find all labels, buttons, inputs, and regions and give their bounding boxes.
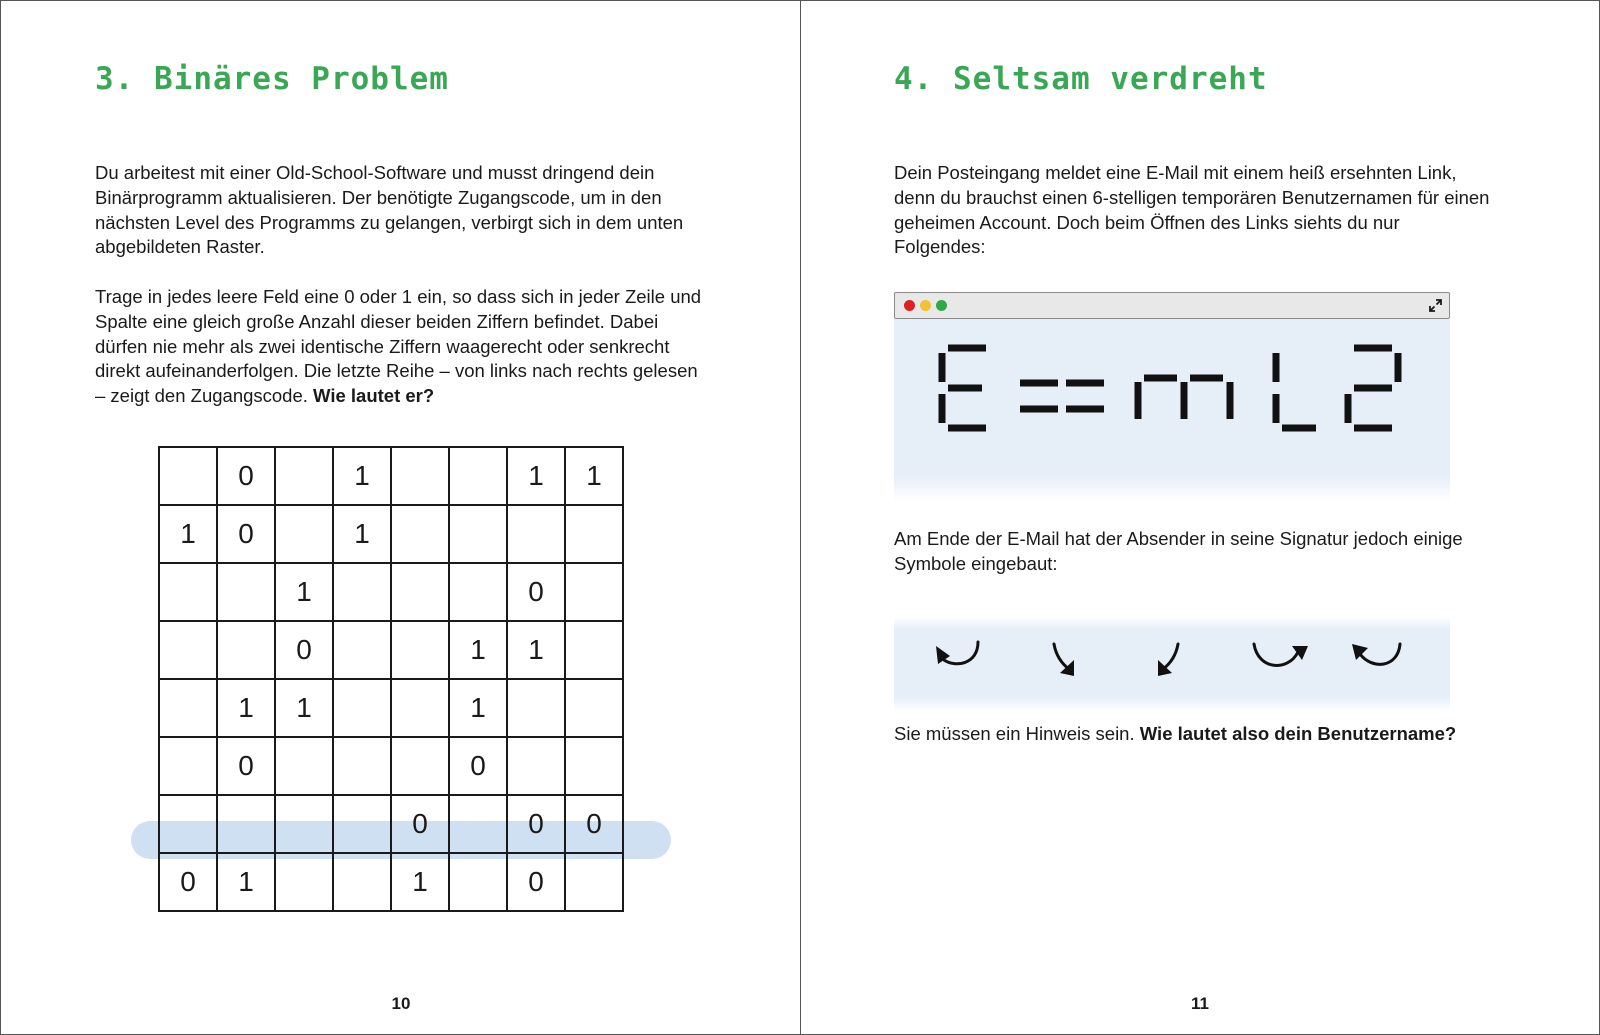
grid-cell: 1 bbox=[275, 679, 333, 737]
page-number-left: 10 bbox=[391, 994, 411, 1013]
closing-text: Sie müssen ein Hinweis sein. bbox=[894, 723, 1135, 744]
grid-cell[interactable] bbox=[333, 621, 391, 679]
grid-cell: 0 bbox=[507, 563, 565, 621]
minimize-dot-icon[interactable] bbox=[920, 300, 931, 311]
grid-cell[interactable] bbox=[159, 737, 217, 795]
segment-char-E bbox=[942, 348, 986, 428]
grid-cell: 0 bbox=[217, 737, 275, 795]
arrow-curve-down-left-icon bbox=[936, 642, 978, 664]
grid-cell[interactable] bbox=[507, 505, 565, 563]
arrow-down-left-icon bbox=[1158, 644, 1178, 676]
grid-row bbox=[159, 795, 623, 853]
grid-cell[interactable] bbox=[217, 795, 275, 853]
grid-cell[interactable] bbox=[507, 737, 565, 795]
segment-char-m bbox=[1138, 378, 1230, 419]
puzzle-3-question: Wie lautet er? bbox=[313, 385, 435, 407]
puzzle-3-intro: Du arbeitest mit einer Old-School-Software und musst dringend dein Binärprogramm aktualisieren. Der benötigte Zugangscode, um in den nächsten Level des Programms zu gelangen, verbirgt sich in dem unten abgebildeten Raster. bbox=[95, 162, 684, 258]
grid-cell: 1 bbox=[565, 447, 623, 505]
browser-content bbox=[894, 319, 1450, 502]
binary-grid bbox=[158, 446, 644, 932]
segment-display bbox=[894, 319, 1450, 502]
grid-row bbox=[159, 447, 623, 505]
signature-symbols bbox=[894, 616, 1450, 711]
browser-title-bar bbox=[894, 292, 1450, 319]
puzzle-4-intro: Dein Posteingang meldet eine E-Mail mit einem heiß ersehnten Link, denn du brauchst einen 6-stelligen temporären Benutzernamen für einen geheimen Account. Doch beim Öffnen des Links siehts du nur Folgendes: bbox=[894, 162, 1490, 258]
grid-cell: 1 bbox=[391, 853, 449, 911]
arrow-down-right-icon bbox=[1054, 644, 1074, 676]
segment-char-equals-2 bbox=[1066, 383, 1104, 409]
grid-cell[interactable] bbox=[159, 679, 217, 737]
arrow-curve-up-right-icon bbox=[1254, 644, 1308, 665]
grid-cell[interactable] bbox=[391, 505, 449, 563]
grid-cell: 1 bbox=[159, 505, 217, 563]
instructions-text: Trage in jedes leere Feld eine 0 oder 1 ein, so dass sich in jeder Zeile und Spalte eine gleich große Anzahl dieser beiden Ziffern befindet. Dabei dürfen nie mehr als zwei identische Ziffern waagerecht oder senkrecht direkt aufeinanderfolgen. Die letzte Reihe – von links nach rechts gelesen – zeigt den Zugangscode. bbox=[95, 286, 702, 407]
grid-cell[interactable] bbox=[275, 505, 333, 563]
puzzle-4-title: 4. Seltsam verdreht bbox=[894, 61, 1268, 97]
grid-cell[interactable] bbox=[333, 795, 391, 853]
grid-cell[interactable] bbox=[391, 447, 449, 505]
grid-cell[interactable] bbox=[391, 737, 449, 795]
grid-cell: 0 bbox=[217, 447, 275, 505]
grid-cell[interactable] bbox=[333, 853, 391, 911]
puzzle-3-instructions bbox=[95, 285, 710, 409]
grid-cell: 0 bbox=[275, 621, 333, 679]
expand-icon[interactable] bbox=[1428, 298, 1443, 313]
grid-cell[interactable] bbox=[275, 447, 333, 505]
segment-char-equals-1 bbox=[1020, 383, 1058, 409]
grid-cell: 1 bbox=[333, 505, 391, 563]
grid-cell[interactable] bbox=[565, 679, 623, 737]
grid-cell[interactable] bbox=[565, 621, 623, 679]
close-dot-icon[interactable] bbox=[904, 300, 915, 311]
grid-cell[interactable] bbox=[333, 737, 391, 795]
grid-cell[interactable] bbox=[449, 505, 507, 563]
segment-char-2 bbox=[1348, 348, 1398, 428]
grid-row bbox=[159, 737, 623, 795]
grid-cell: 0 bbox=[391, 795, 449, 853]
puzzle-3-title: 3. Binäres Problem bbox=[95, 61, 449, 97]
grid-cell[interactable] bbox=[217, 563, 275, 621]
grid-cell[interactable] bbox=[159, 563, 217, 621]
grid-cell[interactable] bbox=[507, 679, 565, 737]
grid-row bbox=[159, 621, 623, 679]
grid-row bbox=[159, 563, 623, 621]
closing-question: Wie lautet also dein Benutzername? bbox=[1139, 723, 1457, 744]
grid-row bbox=[159, 505, 623, 563]
grid-cell[interactable] bbox=[565, 563, 623, 621]
binary-grid-table bbox=[158, 446, 624, 912]
grid-cell: 1 bbox=[217, 679, 275, 737]
grid-cell: 1 bbox=[275, 563, 333, 621]
grid-cell: 1 bbox=[217, 853, 275, 911]
grid-cell[interactable] bbox=[449, 795, 507, 853]
page-number-right: 11 bbox=[1191, 994, 1209, 1013]
grid-cell[interactable] bbox=[217, 621, 275, 679]
segment-char-L bbox=[1276, 353, 1316, 428]
grid-cell: 1 bbox=[449, 679, 507, 737]
grid-cell[interactable] bbox=[565, 505, 623, 563]
grid-cell[interactable] bbox=[449, 853, 507, 911]
grid-cell: 0 bbox=[449, 737, 507, 795]
maximize-dot-icon[interactable] bbox=[936, 300, 947, 311]
grid-cell[interactable] bbox=[333, 563, 391, 621]
grid-cell[interactable] bbox=[391, 679, 449, 737]
grid-cell[interactable] bbox=[159, 795, 217, 853]
symbol-row bbox=[894, 616, 1450, 711]
grid-cell[interactable] bbox=[449, 563, 507, 621]
grid-cell[interactable] bbox=[333, 679, 391, 737]
grid-cell[interactable] bbox=[391, 621, 449, 679]
grid-cell: 1 bbox=[333, 447, 391, 505]
grid-cell[interactable] bbox=[275, 853, 333, 911]
grid-cell[interactable] bbox=[449, 447, 507, 505]
grid-cell: 0 bbox=[507, 853, 565, 911]
signature-text: Am Ende der E-Mail hat der Absender in seine Signatur jedoch einige Symbole eingebaut: bbox=[894, 528, 1463, 574]
grid-cell: 0 bbox=[217, 505, 275, 563]
arrow-curve-up-left-icon bbox=[1352, 644, 1400, 664]
grid-cell: 1 bbox=[507, 447, 565, 505]
grid-cell[interactable] bbox=[565, 737, 623, 795]
grid-cell: 0 bbox=[565, 795, 623, 853]
grid-cell[interactable] bbox=[391, 563, 449, 621]
grid-cell: 1 bbox=[507, 621, 565, 679]
right-page bbox=[800, 0, 1600, 1035]
browser-window bbox=[894, 292, 1450, 502]
grid-row bbox=[159, 853, 623, 911]
grid-cell: 0 bbox=[507, 795, 565, 853]
grid-cell: 0 bbox=[159, 853, 217, 911]
grid-row bbox=[159, 679, 623, 737]
grid-cell: 1 bbox=[449, 621, 507, 679]
grid-cell[interactable] bbox=[275, 737, 333, 795]
grid-cell[interactable] bbox=[159, 447, 217, 505]
grid-cell[interactable] bbox=[159, 621, 217, 679]
grid-cell[interactable] bbox=[565, 853, 623, 911]
grid-cell[interactable] bbox=[275, 795, 333, 853]
closing-paragraph bbox=[894, 722, 1534, 747]
